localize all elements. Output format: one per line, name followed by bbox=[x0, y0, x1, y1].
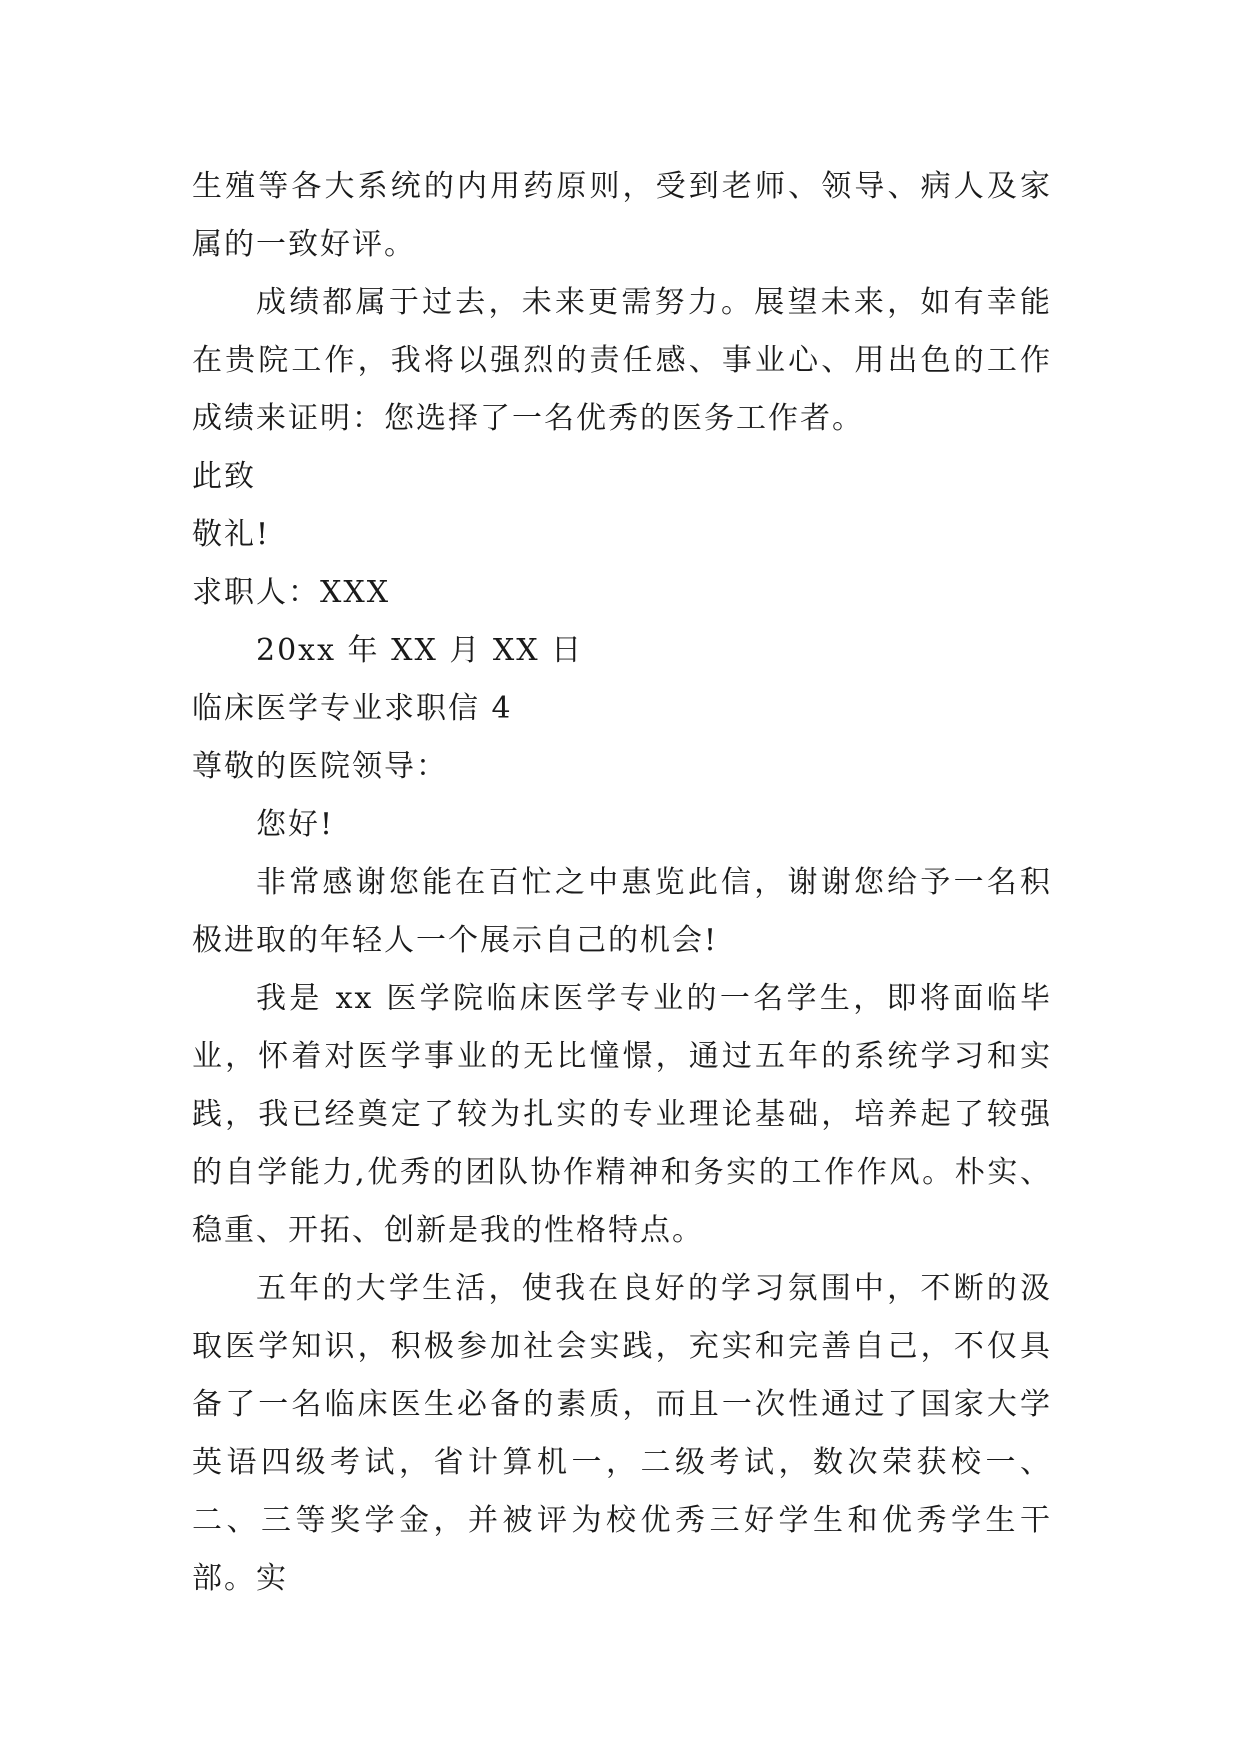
closing-line-2: 敬礼! bbox=[192, 517, 271, 552]
continuation-paragraph: 生殖等各大系统的内用药原则，受到老师、领导、病人及家属的一致好评。 bbox=[192, 169, 1052, 262]
section-title: 临床医学专业求职信 4 bbox=[192, 691, 513, 726]
paragraph-university: 五年的大学生活，使我在良好的学习氛围中，不断的汲取医学知识，积极参加社会实践，充实和完善自己，不仅具备了一名临床医生必备的素质，而且一次性通过了国家大学英语四级考试，省计算机一，二级考试，数次荣获校一、二、三等奖学金，并被评为校优秀三好学生和优秀学生干部。实 bbox=[192, 1271, 1052, 1596]
paragraph-future: 成绩都属于过去，未来更需努力。展望未来，如有幸能在贵院工作，我将以强烈的责任感、事业心、用出色的工作成绩来证明：您选择了一名优秀的医务工作者。 bbox=[192, 285, 1052, 436]
paragraph-thanks: 非常感谢您能在百忙之中惠览此信，谢谢您给予一名积极进取的年轻人一个展示自己的机会! bbox=[192, 865, 1052, 958]
document-body bbox=[192, 158, 1052, 1608]
paragraph-intro: 我是 xx 医学院临床医学专业的一名学生，即将面临毕业，怀着对医学事业的无比憧憬，通过五年的系统学习和实践，我已经奠定了较为扎实的专业理论基础，培养起了较强的自学能力,优秀的团队协作精神和务实的工作作风。朴实、稳重、开拓、创新是我的性格特点。 bbox=[192, 981, 1052, 1248]
greeting-line: 您好! bbox=[256, 807, 335, 842]
applicant-line: 求职人：XXX bbox=[192, 575, 391, 610]
salutation-line: 尊敬的医院领导： bbox=[192, 749, 448, 784]
closing-line-1: 此致 bbox=[192, 459, 256, 494]
date-line: 20xx 年 XX 月 XX 日 bbox=[256, 633, 584, 668]
